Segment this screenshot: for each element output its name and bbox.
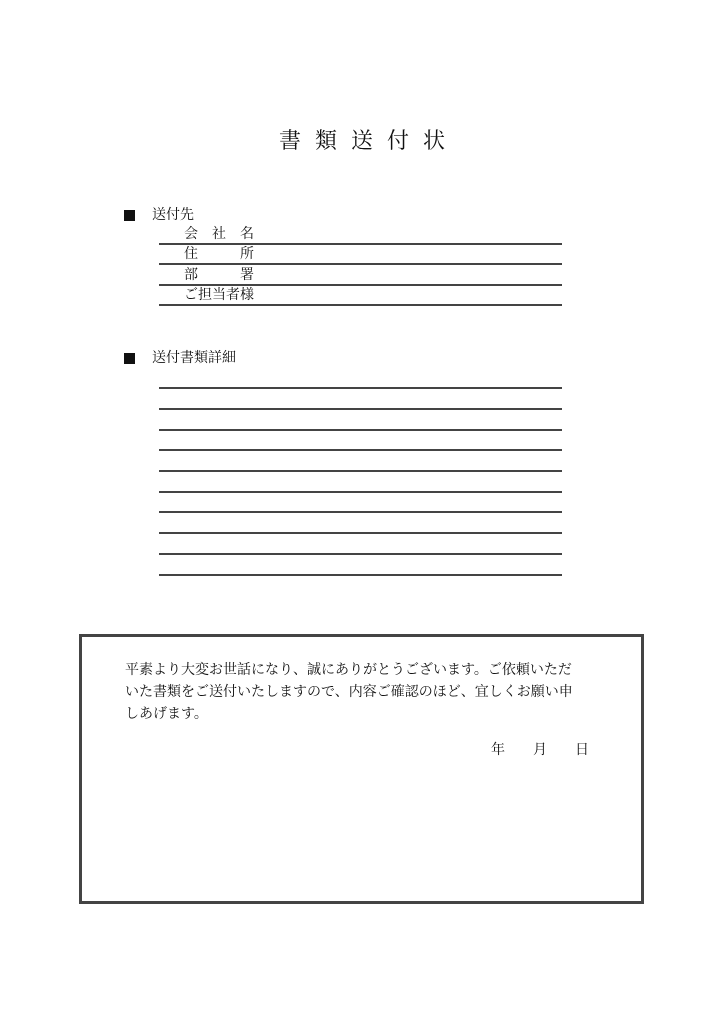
details-heading-label: 送付書類詳細 xyxy=(152,350,236,366)
message-body xyxy=(125,659,595,725)
detail-line-6[interactable] xyxy=(159,491,562,493)
detail-line-9[interactable] xyxy=(159,553,562,555)
bullet-square-icon xyxy=(124,353,135,364)
detail-line-2[interactable] xyxy=(159,408,562,410)
message-line-2: いた書類をご送付いたしますので、内容ご確認のほど、宜しくお願い申 xyxy=(125,684,573,700)
message-line-1: 平素より大変お世話になり、誠にありがとうございます。ご依頼いただ xyxy=(125,662,572,678)
detail-line-10[interactable] xyxy=(159,574,562,576)
detail-line-3[interactable] xyxy=(159,429,562,431)
department-field[interactable] xyxy=(159,266,562,286)
company-name-label: 会 社 名 xyxy=(184,226,254,242)
document-title: 書類送付状 xyxy=(278,129,459,154)
department-label: 部 署 xyxy=(184,267,254,283)
address-field[interactable] xyxy=(159,245,562,265)
detail-line-5[interactable] xyxy=(159,470,562,472)
contact-person-label: ご担当者様 xyxy=(184,287,254,303)
message-line-3: しあげます。 xyxy=(125,706,208,722)
address-label: 住 所 xyxy=(184,246,254,262)
detail-line-8[interactable] xyxy=(159,532,562,534)
company-name-field[interactable] xyxy=(159,225,562,245)
recipient-section-heading xyxy=(124,206,194,224)
details-section-heading xyxy=(124,349,236,367)
recipient-heading-label: 送付先 xyxy=(152,207,194,223)
contact-person-field[interactable] xyxy=(159,286,562,306)
date-field[interactable]: 年 月 日 xyxy=(491,742,589,758)
detail-line-7[interactable] xyxy=(159,511,562,513)
message-box xyxy=(79,634,644,904)
bullet-square-icon xyxy=(124,210,135,221)
detail-line-1[interactable] xyxy=(159,387,562,389)
detail-line-4[interactable] xyxy=(159,449,562,451)
